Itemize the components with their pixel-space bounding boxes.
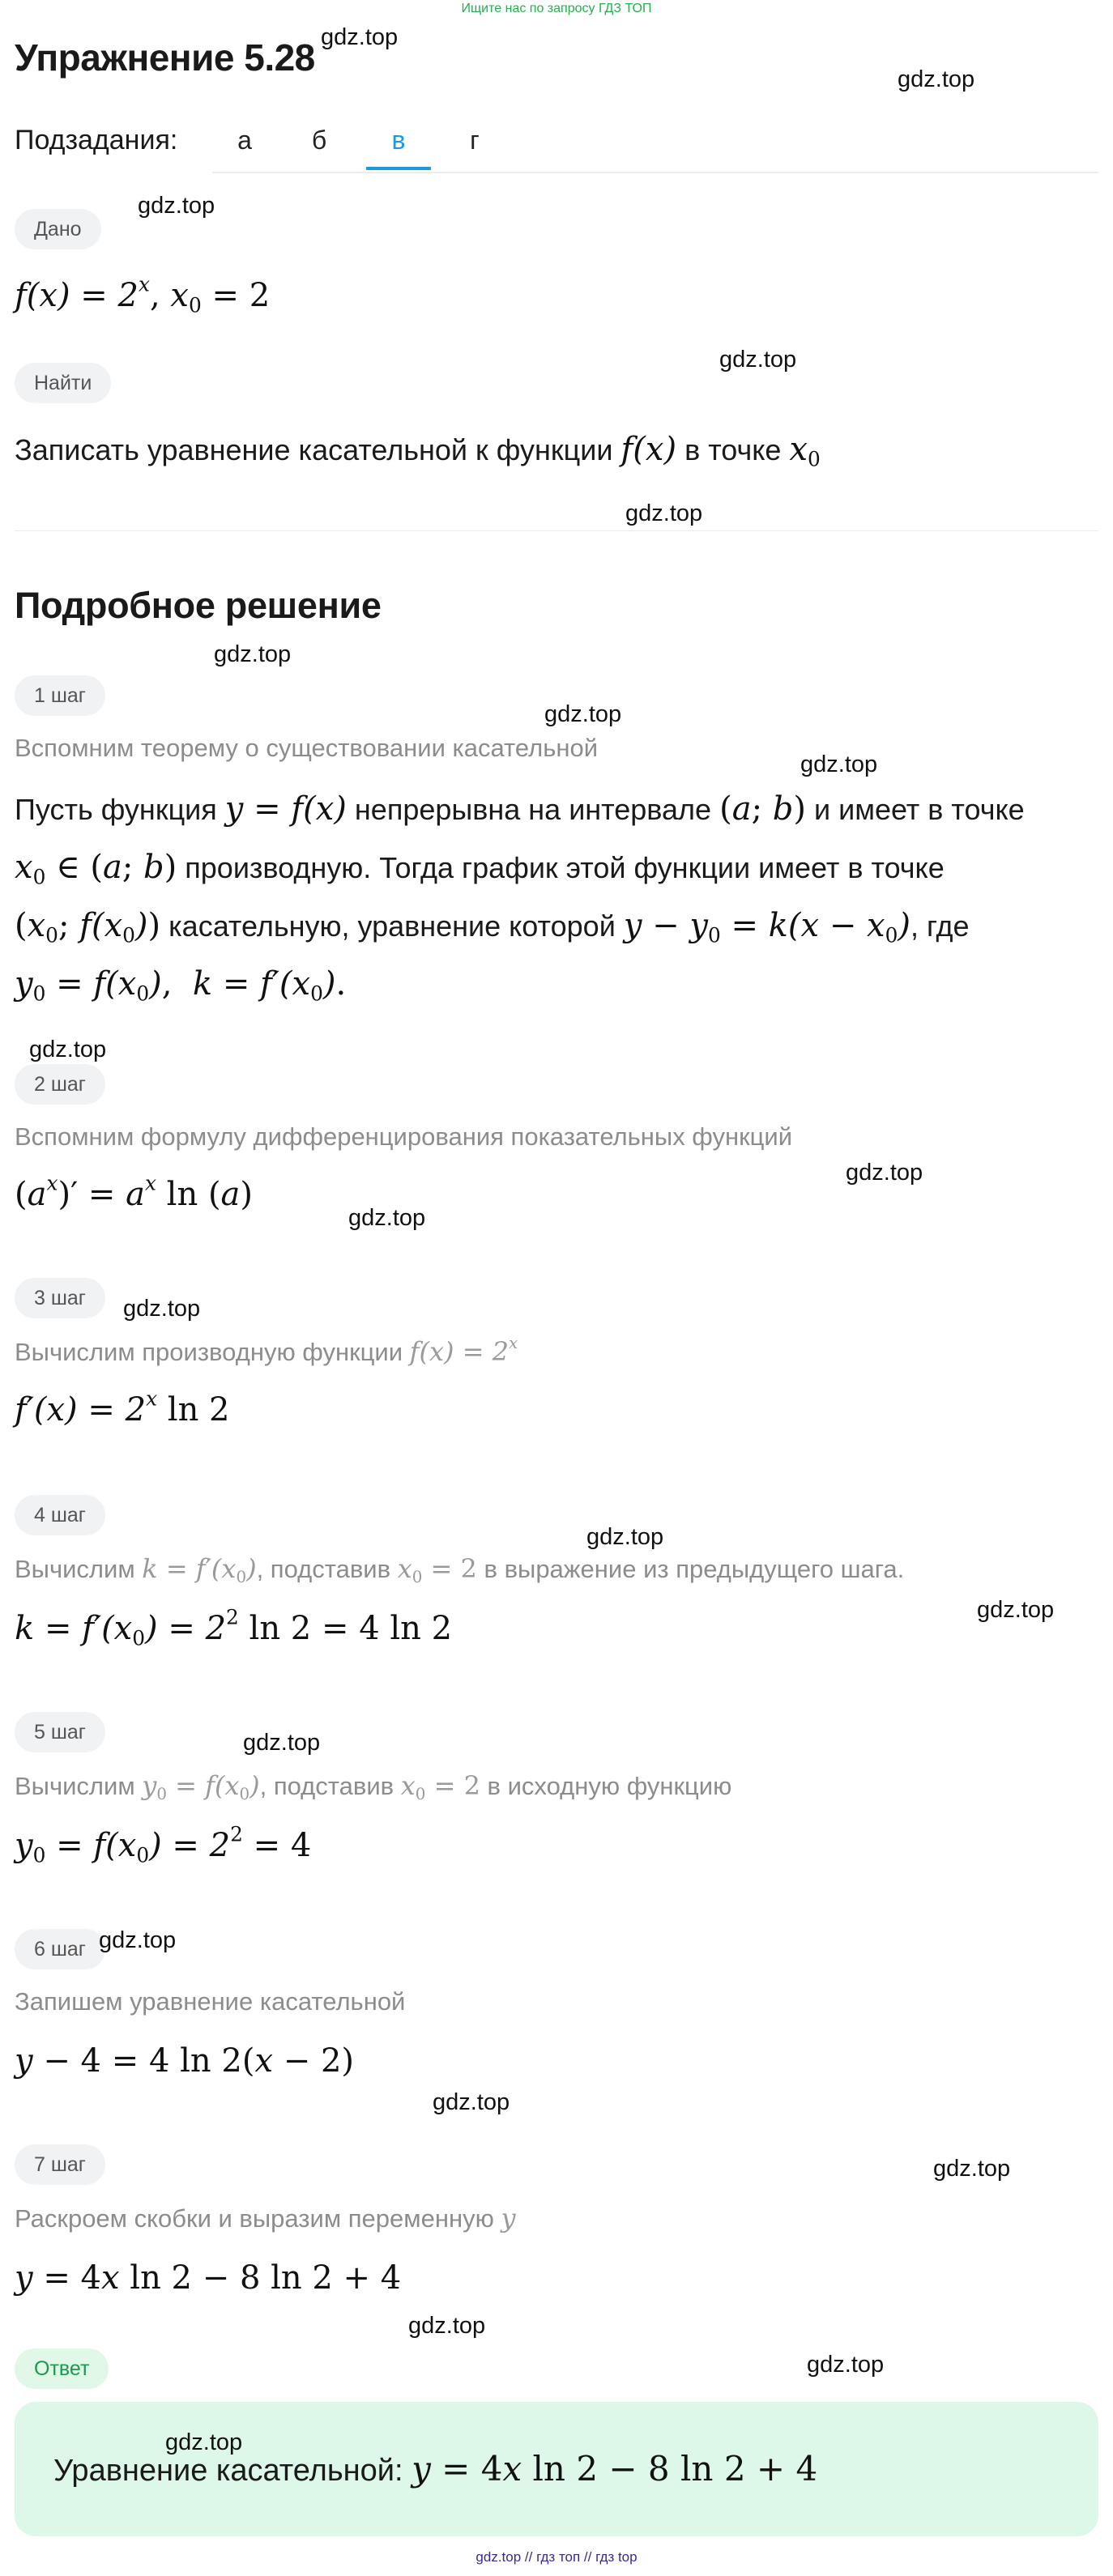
tab-v[interactable]: в bbox=[366, 118, 431, 170]
step-7-hint: Раскроем скобки и выразим переменную y bbox=[15, 2203, 516, 2233]
subtasks-label: Подзадания: bbox=[15, 125, 178, 155]
watermark: gdz.top bbox=[807, 2352, 885, 2378]
answer-pill: Ответ bbox=[15, 2348, 109, 2389]
watermark: gdz.top bbox=[933, 2156, 1011, 2182]
find-x0: $x_0$ bbox=[789, 431, 821, 471]
step-4-formula: $k = f'(x_0) = 2^2$ ln 2 = 4 ln 2 bbox=[15, 1605, 453, 1650]
find-fx: f(x) bbox=[620, 431, 677, 468]
step-5-hint: Вычислим $y_0 = f(x_0)$, подставив $x_0 = 2$ в исходную функцию bbox=[15, 1770, 732, 1803]
find-pill: Найти bbox=[15, 363, 111, 403]
step-3-hint: Вычислим производную функции $f(x) = 2^x$ bbox=[15, 1334, 518, 1367]
step-1-hint: Вспомним теорему о существовании касательной bbox=[15, 734, 599, 762]
tab-b[interactable]: б bbox=[311, 126, 327, 155]
watermark: gdz.top bbox=[243, 1730, 321, 1756]
step-3-pill: 3 шаг bbox=[15, 1278, 105, 1318]
top-search-note: Ищите нас по запросу ГДЗ ТОП bbox=[461, 2, 652, 15]
step-1-line-4: $y_0 = f(x_0)$, $k = f'(x_0)$. bbox=[15, 965, 347, 1006]
watermark: gdz.top bbox=[29, 1037, 107, 1062]
subtask-tabs bbox=[212, 118, 1098, 173]
watermark: gdz.top bbox=[898, 66, 975, 92]
watermark: gdz.top bbox=[348, 1205, 426, 1231]
solution-title: Подробное решение bbox=[15, 585, 382, 626]
step-6-hint: Запишем уравнение касательной bbox=[15, 1987, 406, 2016]
step-6-formula: y − 4 = 4 ln 2(x − 2) bbox=[15, 2042, 355, 2080]
step-5-formula: $y_0 = f(x_0) = 2^2 = 4$ bbox=[15, 1822, 312, 1867]
watermark: gdz.top bbox=[846, 1160, 923, 1186]
step-5-pill: 5 шаг bbox=[15, 1712, 105, 1752]
find-text-mid: в точке bbox=[684, 433, 782, 466]
watermark: gdz.top bbox=[138, 193, 215, 219]
find-text bbox=[15, 431, 821, 471]
divider bbox=[15, 530, 1098, 531]
watermark: gdz.top bbox=[99, 1927, 177, 1953]
step-1-pill: 1 шаг bbox=[15, 675, 105, 716]
answer-label: Уравнение касательной: bbox=[53, 2454, 403, 2488]
step-7-formula: y = 4x ln 2 − 8 ln 2 + 4 bbox=[15, 2259, 402, 2297]
watermark: gdz.top bbox=[165, 2429, 243, 2455]
step-1-line-1: Пусть функция y = f(x) непрерывна на интервале (a; b) и имеет в точке bbox=[15, 790, 1025, 828]
watermark: gdz.top bbox=[800, 752, 878, 777]
watermark: gdz.top bbox=[433, 2089, 510, 2115]
answer-formula: y = 4x ln 2 − 8 ln 2 + 4 bbox=[412, 2449, 818, 2489]
step-2-formula: $(a^x)' = a^x$ ln (a) bbox=[15, 1171, 254, 1213]
step-2-pill: 2 шаг bbox=[15, 1064, 105, 1105]
step-6-pill: 6 шаг bbox=[15, 1929, 105, 1969]
tab-g[interactable]: г bbox=[470, 126, 480, 155]
watermark: gdz.top bbox=[408, 2313, 486, 2339]
given-pill: Дано bbox=[15, 209, 101, 249]
step-4-hint: Вычислим $k = f'(x_0)$, подставив $x_0 = 2$ в выражение из предыдущего шага. bbox=[15, 1553, 905, 1586]
watermark: gdz.top bbox=[544, 701, 622, 727]
tab-a[interactable]: а bbox=[237, 126, 252, 155]
watermark: gdz.top bbox=[625, 500, 703, 526]
step-7-pill: 7 шаг bbox=[15, 2144, 105, 2185]
given-formula: $f(x) = 2^x$, $x_0 = 2$ bbox=[15, 272, 271, 317]
watermark: gdz.top bbox=[719, 347, 797, 373]
watermark: gdz.top bbox=[214, 641, 292, 667]
page-title: Упражнение 5.28 bbox=[15, 36, 315, 79]
step-4-pill: 4 шаг bbox=[15, 1495, 105, 1535]
step-1-line-3: ($x_0$; $f(x_0)$) касательную, уравнение которой $y - y_0 = k(x - x_0)$, где bbox=[15, 907, 970, 947]
watermark: gdz.top bbox=[321, 24, 399, 50]
watermark: gdz.top bbox=[123, 1296, 201, 1322]
step-1-line-2: $x_0$ ∈ (a; b) производную. Тогда график этой функции имеет в точке bbox=[15, 849, 945, 889]
find-text-before: Записать уравнение касательной к функции bbox=[15, 433, 613, 466]
watermark: gdz.top bbox=[586, 1524, 664, 1550]
watermark: gdz.top bbox=[977, 1597, 1055, 1623]
step-3-formula: $f'(x) = 2^x$ ln 2 bbox=[15, 1386, 230, 1429]
step-2-hint: Вспомним формулу дифференцирования показательных функций bbox=[15, 1122, 793, 1151]
footer-links[interactable]: gdz.top // гдз топ // гдз top bbox=[475, 2549, 638, 2565]
